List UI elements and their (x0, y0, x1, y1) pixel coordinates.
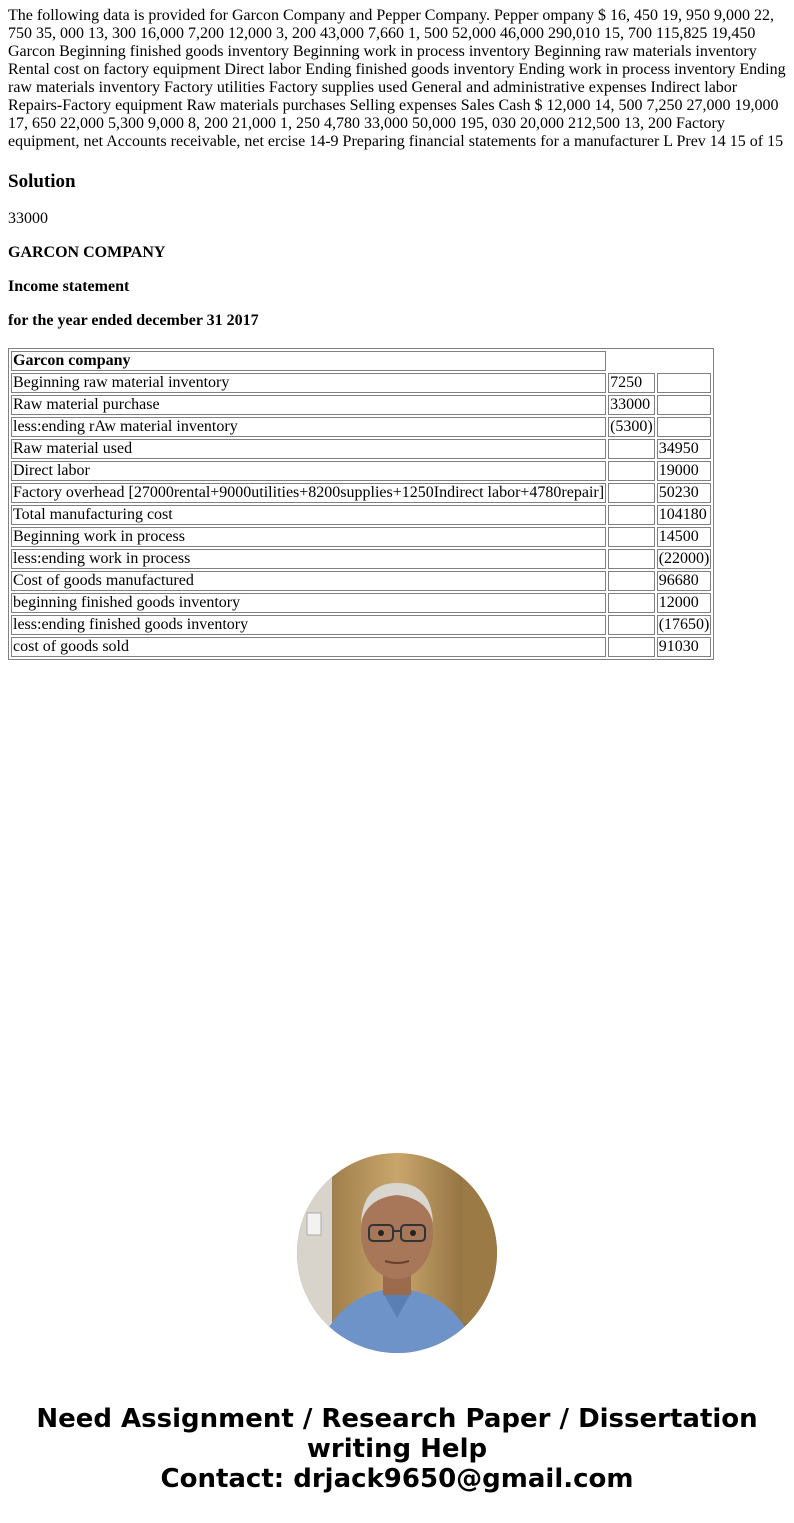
row-label: less:ending work in process (11, 549, 606, 569)
row-col1 (608, 615, 655, 635)
solution-value: 33000 (8, 210, 48, 227)
row-col2: 104180 (657, 505, 712, 525)
row-col2 (657, 417, 712, 437)
row-col1: 7250 (608, 373, 655, 393)
table-row (11, 505, 711, 525)
row-label: Cost of goods manufactured (11, 571, 606, 591)
row-col2: 14500 (657, 527, 712, 547)
row-label: Factory overhead [27000rental+9000utilities+8200supplies+1250Indirect labor+4780repair] (13, 484, 605, 501)
row-label: less:ending finished goods inventory (11, 615, 606, 635)
page-content (8, 7, 790, 660)
table-row (11, 483, 711, 503)
row-label: Raw material purchase (11, 395, 606, 415)
table-header-row (11, 351, 711, 371)
row-label: beginning finished goods inventory (11, 593, 606, 613)
table-row (11, 373, 711, 393)
row-col1 (608, 571, 655, 591)
row-col2: 12000 (657, 593, 712, 613)
table-row (11, 461, 711, 481)
table-row (11, 549, 711, 569)
footer-promo (0, 1404, 794, 1494)
row-label: Direct labor (11, 461, 606, 481)
footer-line-1: Need Assignment / Research Paper / Dissertation (36, 1404, 758, 1434)
row-col1: (5300) (610, 418, 653, 435)
row-col2: 50230 (657, 483, 712, 503)
row-col2: (17650) (658, 616, 710, 633)
row-col1 (608, 549, 655, 569)
row-label: Beginning work in process (11, 527, 606, 547)
row-col2: 19000 (657, 461, 712, 481)
row-col1 (608, 505, 655, 525)
row-label: cost of goods sold (11, 637, 606, 657)
row-col2: 91030 (657, 637, 712, 657)
footer-contact: Contact: drjack9650@gmail.com (160, 1464, 634, 1494)
table-row (11, 395, 711, 415)
table-row (11, 527, 711, 547)
table-row (11, 417, 711, 437)
portrait-image (297, 1153, 497, 1353)
table-header-empty (608, 351, 711, 371)
income-statement-table (8, 348, 714, 660)
row-label: Beginning raw material inventory (11, 373, 606, 393)
statement-title: Income statement (8, 278, 130, 295)
row-col1 (608, 527, 655, 547)
row-label: Raw material used (11, 439, 606, 459)
row-col1 (608, 593, 655, 613)
solution-heading: Solution (8, 171, 76, 192)
footer-line-2: writing Help (306, 1434, 488, 1464)
table-row (11, 637, 711, 657)
row-label: Total manufacturing cost (11, 505, 606, 525)
row-col1 (608, 461, 655, 481)
row-col1 (608, 439, 655, 459)
table-row (11, 571, 711, 591)
row-col1: 33000 (608, 395, 655, 415)
statement-period: for the year ended december 31 2017 (8, 312, 259, 329)
row-label: less:ending rAw material inventory (11, 417, 606, 437)
row-col2 (657, 373, 712, 393)
row-col2 (657, 395, 712, 415)
table-header-cell: Garcon company (11, 351, 606, 371)
row-col1 (608, 637, 655, 657)
author-photo (297, 1153, 497, 1353)
company-name: GARCON COMPANY (8, 244, 166, 261)
table-row (11, 593, 711, 613)
row-col2: 34950 (657, 439, 712, 459)
row-col1 (608, 483, 655, 503)
question-text: The following data is provided for Garcon Company and Pepper Company. Pepper ompany $ 16, 450 19, 950 9,000 22, 750 35, 000 13, 300 16,000 7,200 12,000 3, 200 43,000 7,660 1, 500 52,000 46,000 290,010 15, 700 115,825 19,450 Garcon Beginning finished goods inventory Beginning work in process inventory Beginning raw materials inventory Rental cost on factory equipment Direct labor Ending finished goods inventory Ending work in process inventory Ending raw materials inventory Factory utilities Factory supplies used General and administrative expenses Indirect labor Repairs-Factory equipment Raw materials purchases Selling expenses Sales Cash $ 12,000 14, 500 7,250 27,000 19,000 17, 650 22,000 5,300 9,000 8, 200 21,000 1, 250 4,780 33,000 50,000 195, 030 20,000 212,500 13, 200 Factory equipment, net Accounts receivable, net ercise 14-9 Preparing financial statements for a manufacturer L Prev 14 15 of 15 (8, 7, 786, 150)
row-col2: (22000) (658, 550, 710, 567)
table-row (11, 615, 711, 635)
table-row (11, 439, 711, 459)
row-col2: 96680 (657, 571, 712, 591)
